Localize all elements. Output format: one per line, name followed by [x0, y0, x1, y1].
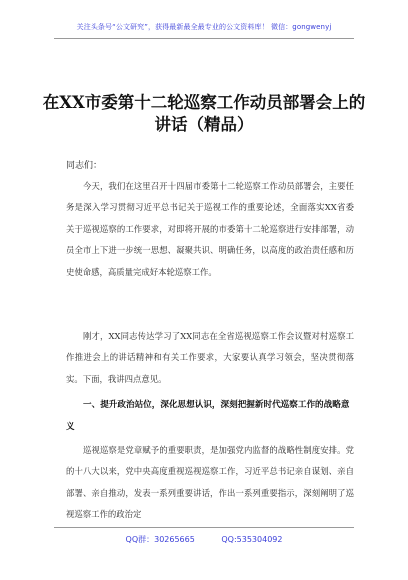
footer-divider [54, 527, 354, 528]
document-title: 在XX市委第十二轮巡察工作动员部署会上的讲话（精品） [42, 93, 366, 134]
body-paragraph: 今天，我们在这里召开十四届市委第十二轮巡察工作动员部署会，主要任务是深入学习贯彻习近平总书记关于巡视工作的重要论述，全面落实XX省委关于巡视巡察的工作要求，对即将开展的市委第十二轮巡察进行安排部署，动员全市上下进一步统一思想、凝聚共识、明确任务，以高度的政治责任感和历史使命感，高质量完成好本轮巡察工作。 [66, 181, 354, 277]
section-heading: 一、提升政治站位，深化思想认识，深刻把握新时代巡察工作的战略意义 [66, 400, 350, 432]
body-paragraph: 刚才，XX同志传达学习了XX同志在全省巡视巡察工作会议暨对村巡察工作推进会上的讲话精神和有关工作要求，大家要认真学习领会，坚决贯彻落实。下面，我讲四点意见。 [66, 331, 354, 384]
footer [0, 534, 408, 545]
header-note: 关注头条号“公文研究”，获得最新最全最专业的公文资料库！ 微信：gongwenyj [76, 23, 332, 31]
footer-qq-contact: QQ:535304092 [221, 535, 283, 544]
section-paragraph: 巡视巡察是党章赋予的重要职责，是加强党内监督的战略性制度安排。党的十八大以来，党中央高度重视巡视巡察工作，习近平总书记亲自谋划、亲自部署、亲自推动，发表一系列重要讲话，作出一系列重要指示，深刻阐明了巡视巡察工作的政治定 [66, 445, 354, 520]
salutation: 同志们： [66, 161, 103, 171]
footer-qq-group: QQ群：30265665 [125, 535, 195, 544]
header-divider [54, 38, 354, 39]
